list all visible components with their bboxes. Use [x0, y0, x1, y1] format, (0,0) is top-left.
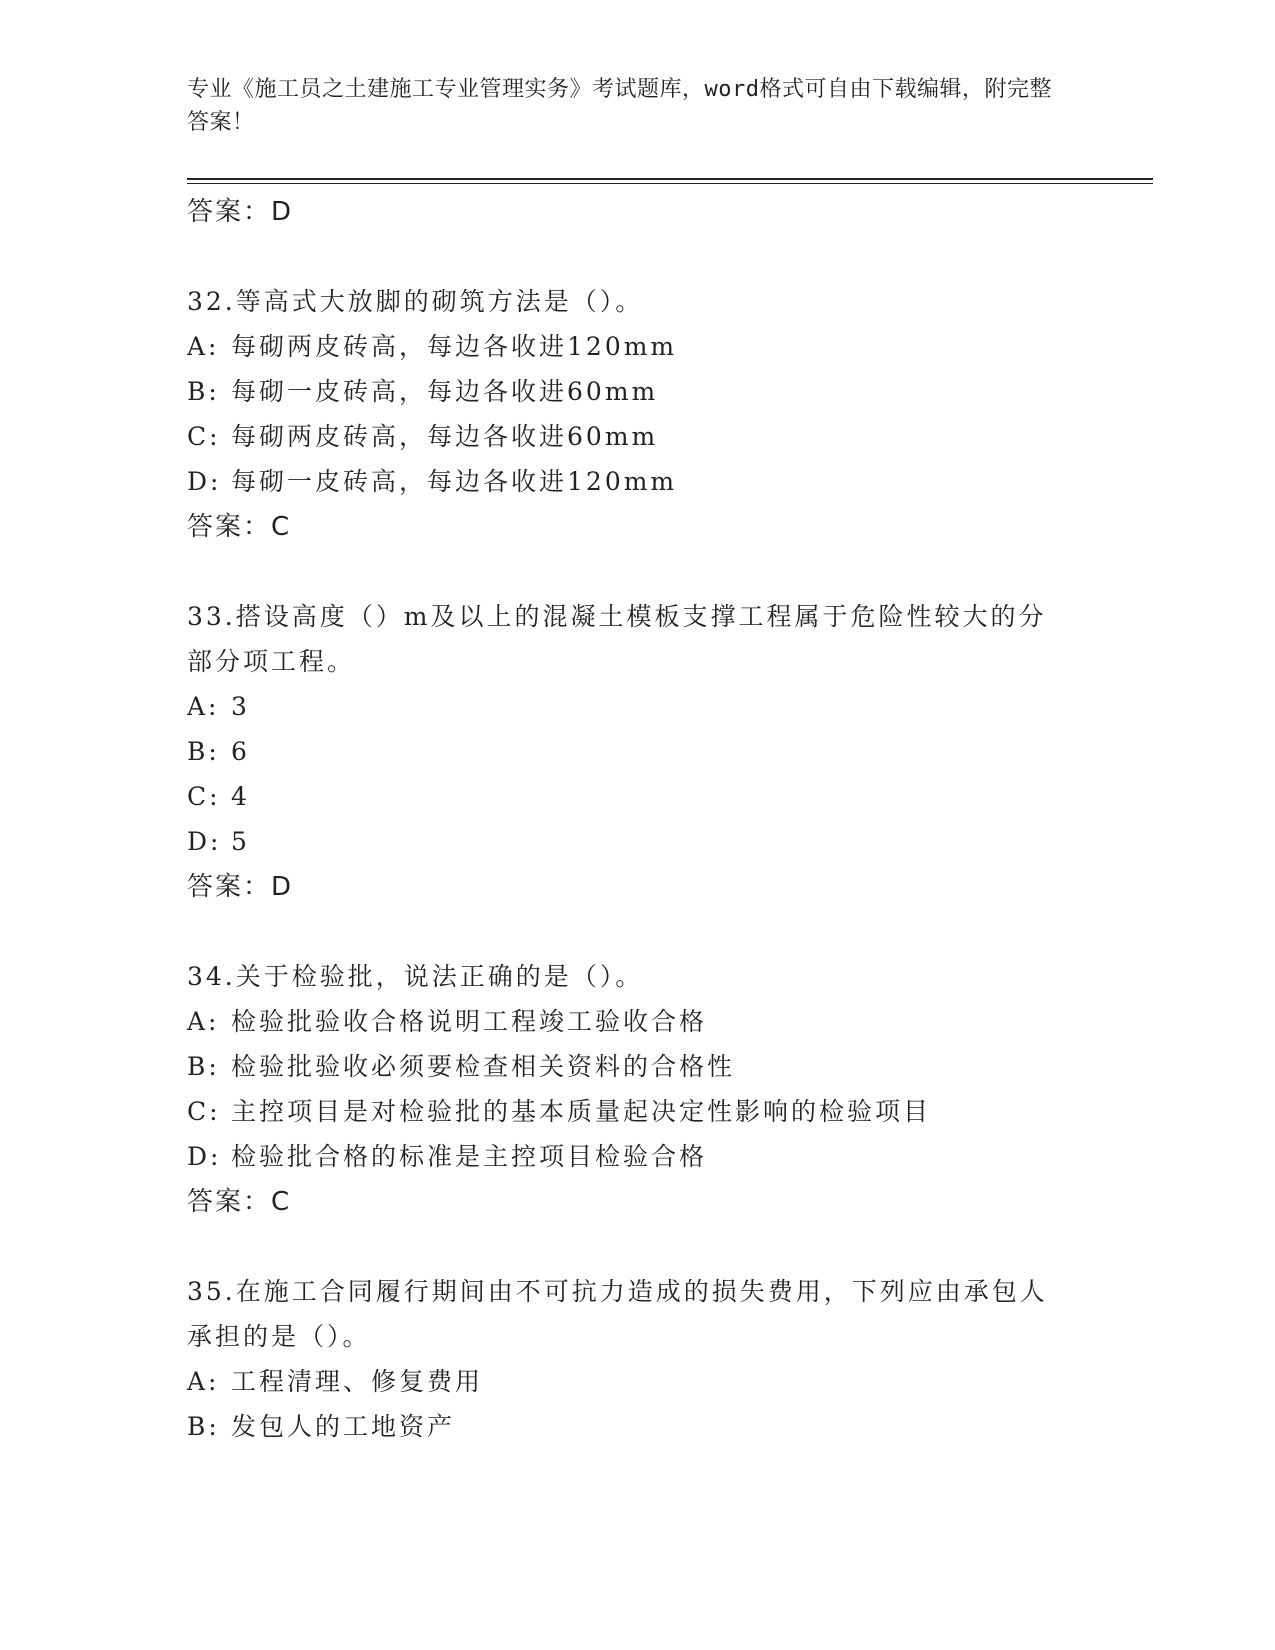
option-c	[187, 1089, 1087, 1134]
answer-line: 答案：C	[187, 512, 292, 542]
question-stem: 32.等高式大放脚的砌筑方法是（）。	[187, 287, 644, 316]
answer-line: 答案：C	[187, 1187, 292, 1217]
option-d	[187, 1134, 1087, 1179]
header-rule	[187, 178, 1153, 180]
option-key: A:	[187, 1007, 220, 1036]
option-key: B:	[187, 737, 220, 766]
question-stem: 35.在施工合同履行期间由不可抗力造成的损失费用，下列应由承包人承担的是（）。	[187, 1277, 1048, 1351]
option-b	[187, 369, 1087, 414]
option-text: 发包人的工地资产	[231, 1412, 456, 1441]
option-key: A:	[187, 332, 220, 361]
option-key: B:	[187, 377, 220, 406]
option-b	[187, 729, 1087, 774]
option-d	[187, 459, 1087, 504]
option-b	[187, 1044, 1087, 1089]
spacer	[187, 910, 1087, 954]
option-text: 检验批验收必须要检查相关资料的合格性	[231, 1052, 736, 1081]
question-block	[187, 1269, 1087, 1449]
option-key: B:	[187, 1412, 220, 1441]
option-key: A:	[187, 692, 220, 721]
option-key: B:	[187, 1052, 220, 1081]
option-c	[187, 774, 1087, 819]
option-text: 每砌一皮砖高，每边各收进60mm	[231, 377, 659, 406]
option-c	[187, 414, 1087, 459]
option-key: D:	[187, 1142, 222, 1171]
spacer	[187, 550, 1087, 594]
option-d	[187, 819, 1087, 864]
option-a	[187, 1359, 1087, 1404]
question-block	[187, 594, 1087, 910]
question-block	[187, 954, 1087, 1225]
header-rule-thin	[187, 183, 1153, 184]
option-text: 5	[231, 827, 250, 856]
option-text: 4	[231, 782, 250, 811]
option-key: C:	[187, 1097, 221, 1126]
option-a	[187, 999, 1087, 1044]
answer-line: 答案：D	[187, 872, 294, 902]
option-key: A:	[187, 1367, 220, 1396]
question-stem: 33.搭设高度（）m及以上的混凝土模板支撑工程属于危险性较大的分部分项工程。	[187, 602, 1047, 676]
option-text: 工程清理、修复费用	[231, 1367, 484, 1396]
option-key: D:	[187, 827, 222, 856]
option-key: C:	[187, 782, 221, 811]
spacer	[187, 1225, 1087, 1269]
question-block	[187, 279, 1087, 550]
question-list	[187, 189, 1087, 1449]
option-text: 检验批验收合格说明工程竣工验收合格	[231, 1007, 708, 1036]
option-text: 每砌两皮砖高，每边各收进60mm	[231, 422, 659, 451]
option-text: 每砌一皮砖高，每边各收进120mm	[231, 467, 678, 496]
option-a	[187, 684, 1087, 729]
option-key: D:	[187, 467, 222, 496]
page-header: 专业《施工员之土建施工专业管理实务》考试题库，word格式可自由下载编辑，附完整答案！	[187, 77, 1052, 135]
option-text: 每砌两皮砖高，每边各收进120mm	[231, 332, 678, 361]
option-key: C:	[187, 422, 221, 451]
option-b	[187, 1404, 1087, 1449]
question-stem: 34.关于检验批，说法正确的是（）。	[187, 962, 644, 991]
answer-line: 答案：D	[187, 197, 294, 227]
option-text: 检验批合格的标准是主控项目检验合格	[231, 1142, 708, 1171]
option-a	[187, 324, 1087, 369]
option-text: 3	[231, 692, 250, 721]
option-text: 主控项目是对检验批的基本质量起决定性影响的检验项目	[231, 1097, 932, 1126]
option-text: 6	[231, 737, 250, 766]
spacer	[187, 235, 1087, 279]
